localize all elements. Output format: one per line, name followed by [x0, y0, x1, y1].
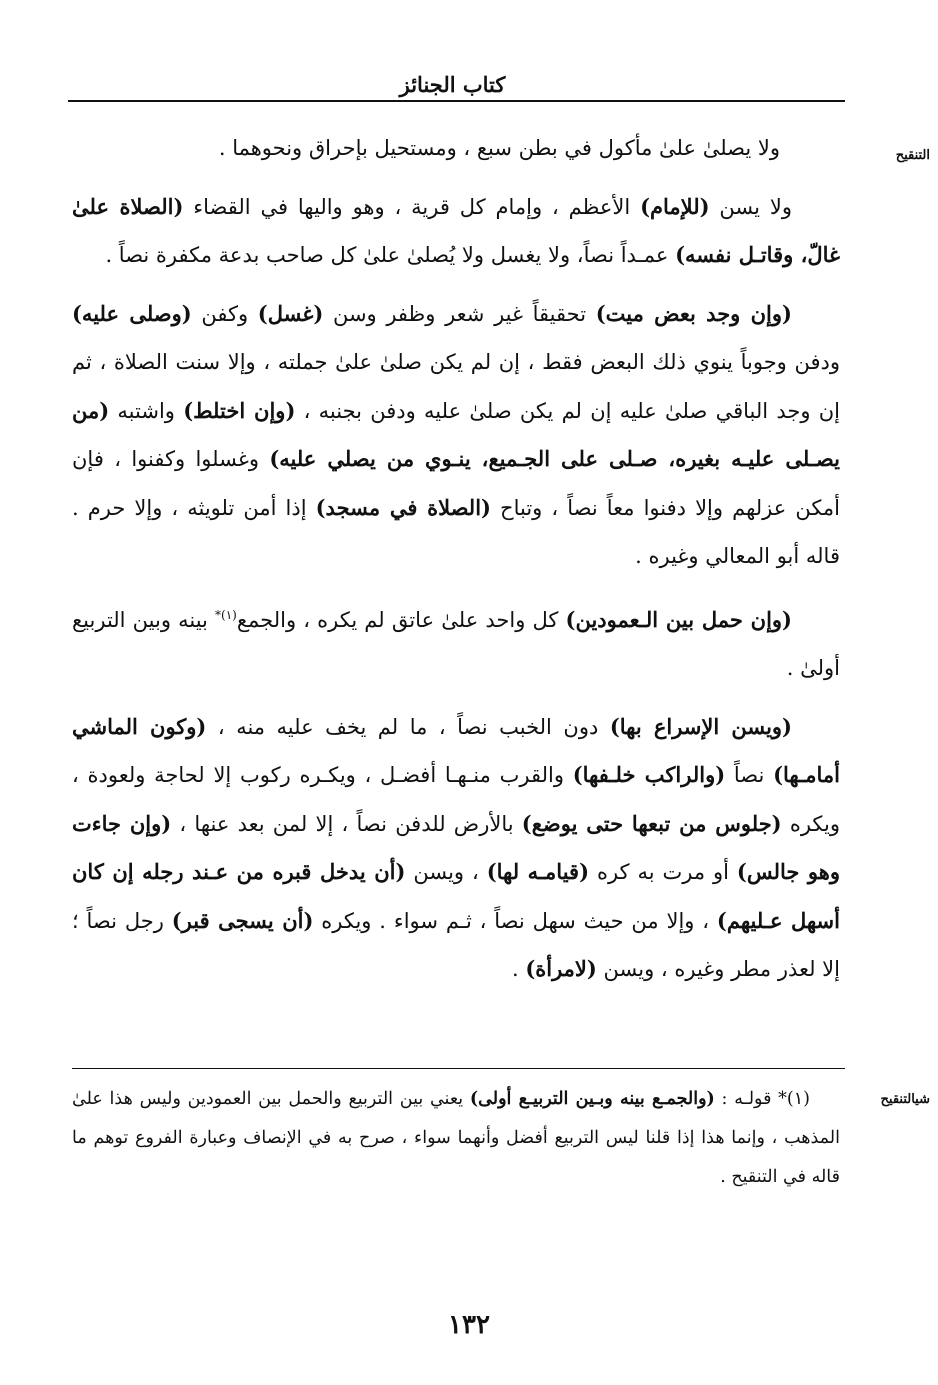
paragraphs-4-run: نصاً: [725, 763, 774, 787]
footnote-paragraph: [72, 1080, 840, 1197]
paragraphs-2-run: (وصلى عليه): [72, 300, 192, 326]
paragraphs-3-run: (١)*: [215, 607, 237, 622]
paragraphs-1-run: ولا يسن: [709, 194, 792, 219]
paragraphs-2-run: وغسلوا وكفنوا ، فإن أمكن عزلهم وإلا دفنوا معاً نصاً ، وتباح: [72, 447, 840, 520]
paragraphs-1-run: (الصلاة علىٰ غالّ، وقاتـل نفسه): [72, 193, 840, 267]
paragraphs-4-run: ، ويسن: [405, 860, 487, 884]
footnote-run: يعني بين التربيع والحمل بين العمودين وليس هذا علىٰ المذهب ، وإنما هذا إذا قلنا ليس التربيع أفضل وأنهما سواء ، صرح به في الإنصاف وعبارة الفروع توهم ما قاله في التنقيح .: [72, 1089, 840, 1187]
paragraphs-2-run: (وإن اختلط): [183, 397, 296, 423]
paragraphs-4-run: .: [511, 957, 526, 981]
paragraphs-1-run: عمـداً نصاً، ولا يغسل ولا يُصلىٰ علىٰ كل صاحب بدعة مكفرة نصاً .: [105, 243, 676, 267]
paragraphs-4-run: ، وإلا من حيث سهل نصاً ، ثـم سواء . ويكره: [313, 908, 717, 933]
paragraphs-2-run: واشتبه: [109, 398, 184, 423]
margin-label-footnote: شيالتنقيح: [880, 1092, 930, 1107]
paragraph: [72, 703, 840, 994]
paragraphs-2-run: تحقيقاً غير شعر وظفر وسن: [323, 301, 596, 326]
paragraphs-1-run: (للإمام): [640, 193, 710, 219]
footnote-run: (والجمـع بينه وبـين التربيـع أولى): [469, 1089, 715, 1109]
paragraphs-4-run: أو مرت به كره: [589, 860, 737, 884]
paragraphs-3-run: (وإن حمل بين الـعمودين): [565, 606, 792, 632]
header-rule: [68, 100, 845, 102]
paragraph: [72, 591, 840, 693]
paragraphs-1-run: الأعظم ، وإمام كل قرية ، وهو واليها في القضاء: [183, 194, 641, 219]
paragraphs-2-run: (الصلاة في مسجد): [315, 494, 491, 520]
margin-label-main: التنقيح: [895, 148, 930, 163]
paragraphs-4-run: (وكون الماشي أمامـها): [72, 713, 840, 787]
paragraphs-2-run: (من يصـلى عليـه بغيره، صـلى على الجـميع، ينـوي من يصلي عليه): [72, 397, 840, 471]
paragraphs-4-run: رجل نصاً ؛ إلا لعذر مطر وغيره ، ويسن: [72, 908, 840, 981]
paragraphs-4-run: (والراكب خلـفها): [572, 762, 726, 787]
footnote-run: (١)* قولـه :: [714, 1089, 810, 1109]
footnote: [72, 1080, 840, 1197]
paragraphs-4-run: (لامرأة): [525, 956, 597, 981]
running-header: كتاب الجنائز: [399, 72, 506, 97]
paragraphs-4-run: بالأرض للدفن نصاً ، إلا لمن بعد عنها ،: [171, 811, 522, 836]
paragraphs-4-run: (وإن جاءت وهو جالس): [72, 810, 840, 884]
paragraphs-4-run: (ويسن الإسراع بها): [609, 713, 792, 739]
paragraphs-4-run: دون الخبب نصاً ، ما لم يخف عليه منه ،: [206, 714, 610, 739]
paragraphs-4-run: (جلوس من تبعها حتى يوضع): [521, 810, 782, 836]
paragraphs-4-run: (قيامـه لها): [486, 859, 590, 884]
paragraph: [72, 124, 840, 173]
page-number: ١٣٢: [448, 1310, 490, 1340]
paragraph: [72, 290, 840, 581]
paragraphs-2-run: (وإن وجد بعض ميت): [595, 300, 792, 326]
paragraphs-0-run: ولا يصلىٰ علىٰ مأكول في بطن سبع ، ومستحيل بإحراق ونحوهما .: [218, 136, 780, 160]
paragraphs-2-run: إذا أمن تلويثه ، وإلا حرم . قاله أبو المعالي وغيره .: [72, 495, 840, 568]
footnote-rule: [72, 1068, 845, 1069]
paragraphs-4-run: (أن يسجى قبر): [171, 907, 314, 933]
paragraphs-3-run: بينه وبين التربيع أولىٰ .: [72, 607, 840, 680]
main-text: [72, 124, 840, 1004]
paragraphs-4-run: والقرب منـهـا أفضـل ، ويكـره ركوب إلا لحاجة ولعودة ، ويكره: [72, 763, 840, 836]
paragraphs-2-run: ودفن وجوباً ينوي ذلك البعض فقط ، إن لم يكن صلىٰ علىٰ جملته ، وإلا سنت الصلاة ، ثم إن وجد الباقي صلىٰ عليه إن لم يكن صلىٰ عليه ودفن بجنبه ،: [72, 350, 841, 423]
paragraphs-2-run: (غسل): [257, 300, 324, 326]
paragraph: [72, 183, 840, 280]
paragraphs-4-run: (أن يدخل قبره من عـند رجله إن كان أسهل عـليهم): [72, 859, 840, 933]
paragraphs-3-run: كل واحد علىٰ عاتق لم يكره ، والجمع: [236, 607, 566, 632]
paragraphs-2-run: وكفن: [191, 301, 258, 326]
